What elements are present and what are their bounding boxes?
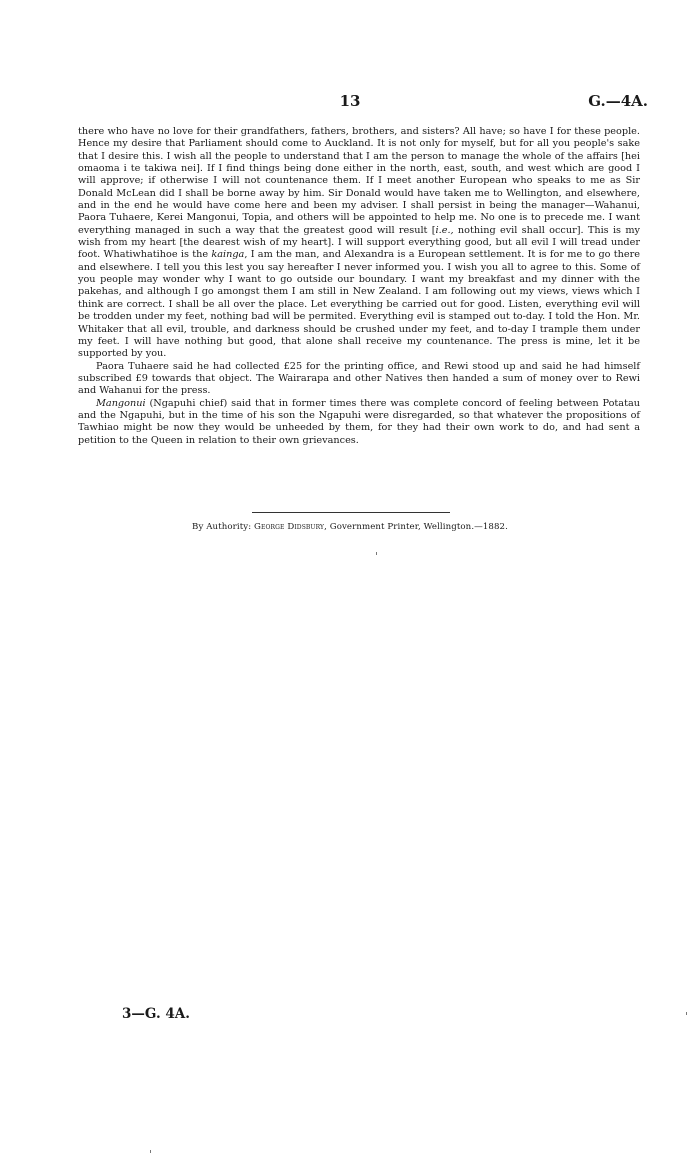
imprint-printer: George Didsbury <box>254 522 325 532</box>
body-text <box>78 126 640 447</box>
speech-part-b: nothing evil shall occur]. This is my wish from my heart [the dearest wish of my heart]. I will support everything good, but all evil I will tread under foot. Whatiwhatihoe is the <box>78 224 640 261</box>
paragraph-collection: Paora Tuhaere said he had collected £25 for the printing office, and Rewi stood up and said he had himself subscribed £9 towards that object. The Wairarapa and other Natives then handed a sum of money over to Rewi and Wahanui for the press. <box>78 360 640 397</box>
scan-speck <box>686 1012 687 1015</box>
ie-abbrev: i.e., <box>435 224 454 236</box>
imprint-prefix: By Authority: <box>192 522 255 532</box>
speech-part-a: there who have no love for their grandfathers, fathers, brothers, and sisters? All have; so have I for these people. Hence my desire that Parliament should come to Auckland. It is not only for myself, but for all you people's sake that I desire this. I wish all the people to understand that I am the person to manage the whole of the affairs [hei omaoma i te takiwa nei]. If I find things being done either in the north, east, south, and west which are good I will approve; if otherwise I will not countenance them. If I meet another European who speaks to me as Sir Donald McLean did I shall be borne away by him. Sir Donald would have taken me to Wellington, and elsewhere, and in the end he would have come here and been my adviser. I shall persist in being the manager—Wahanui, Paora Tuhaere, Kerei Mangonui, Topia, and others will be appointed to help me. No one is to precede me. I want everything managed in such a way that the greatest good will result [ <box>78 126 640 236</box>
scan-speck <box>376 552 377 555</box>
mangonui-name: Mangonui <box>96 397 146 409</box>
page-number: 13 <box>339 92 361 110</box>
speech-part-c: , I am the man, and Alexandra is a European settlement. It is for me to go there and elsewhere. I tell you this lest you say hereafter I never informed you. I wish you all to agree to this. Some of you people may wonder why I want to go outside our boundary. I want my breakfast and my dinner with the pakehas, and although I go amongst them I am still in New Zealand. I am following out my views, views which I think are correct. I shall be all over the place. Let everything be carried out for good. Listen, everything evil will be trodden under my feet, nothing bad will be permited. Everything evil is stamped out to-day. I told the Hon. Mr. Whitaker that all evil, trouble, and darkness should be crushed under my feet, and to-day I trample them under my feet. I will have nothing but good, that alone shall receive my countenance. The press is mine, let it be supported by you. <box>78 249 641 360</box>
paragraph-tawhiao-speech <box>78 126 640 361</box>
document-reference: G.—4A. <box>588 92 648 110</box>
printer-imprint <box>0 522 700 532</box>
kainga-term: kainga <box>211 249 245 261</box>
divider-rule <box>252 512 450 513</box>
scan-speck <box>150 1150 151 1153</box>
paragraph-mangonui <box>78 398 640 447</box>
mangonui-text: (Ngapuhi chief) said that in former times there was complete concord of feeling between Potatau and the Ngapuhi, but in the time of his son the Ngapuhi were disregarded, so that whatever the propositions of Tawhiao might be now they would be unheeded by them, for they had their own work to do, and had sent a petition to the Queen in relation to their own grievances. <box>78 397 640 446</box>
signature-mark: 3—G. 4A. <box>122 1006 190 1022</box>
imprint-suffix: , Government Printer, Wellington.—1882. <box>324 522 508 532</box>
